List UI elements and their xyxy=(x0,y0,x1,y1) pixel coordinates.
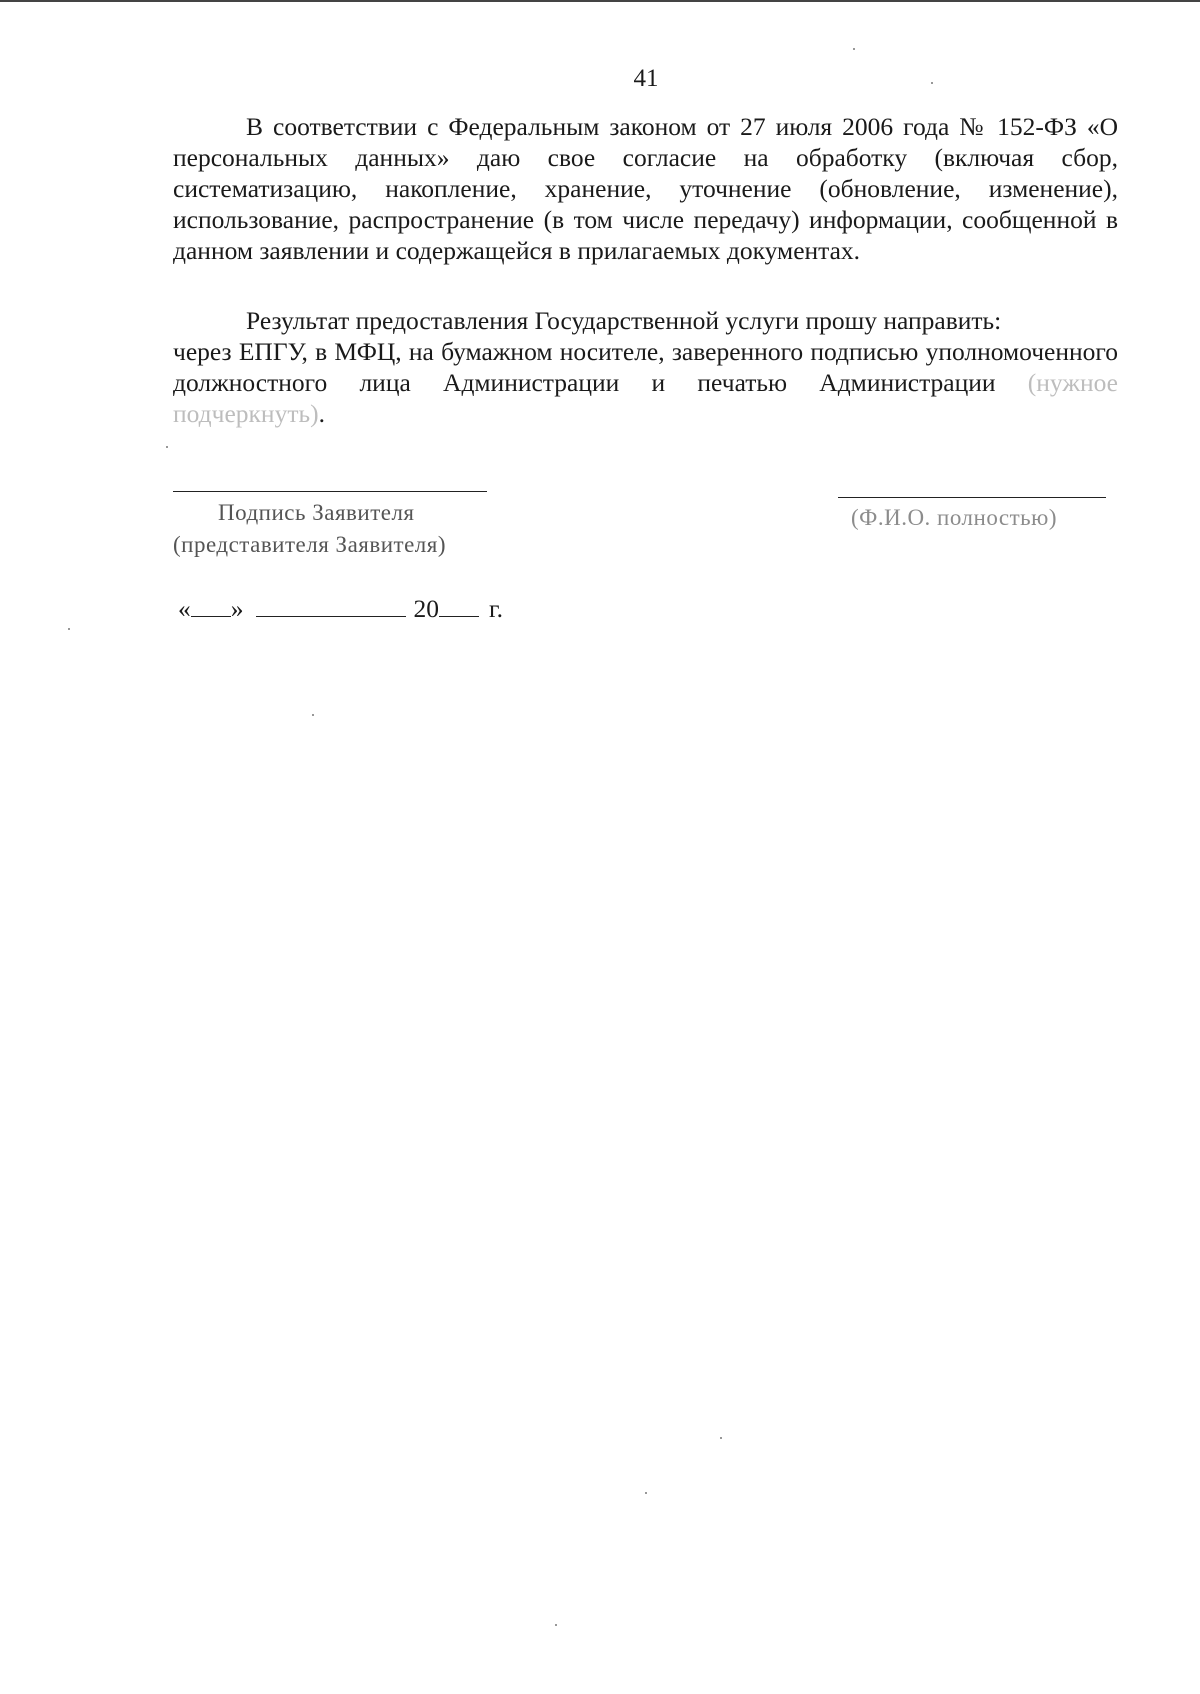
signature-label-representative: (представителя Заявителя) xyxy=(173,532,447,557)
date-year-blank[interactable] xyxy=(439,592,479,617)
date-month-blank[interactable] xyxy=(256,592,406,617)
result-note: (нужное подчеркнуть) xyxy=(173,368,1118,428)
result-intro: Результат предоставления Государственной услуги прошу направить: xyxy=(246,306,1002,335)
result-paragraph xyxy=(173,305,1118,429)
scan-speck xyxy=(853,48,855,50)
date-year-prefix: 20 xyxy=(413,594,439,623)
scan-speck xyxy=(555,1624,557,1626)
signature-label: Подпись Заявителя xyxy=(218,500,415,525)
date-open-quote: « xyxy=(178,594,191,623)
fio-line[interactable] xyxy=(838,497,1106,498)
scan-speck xyxy=(720,1437,722,1439)
result-options: через ЕПГУ, в МФЦ, на бумажном носителе, заверенного подписью уполномоченного должностного лица Администрации и печатью Администрации xyxy=(173,337,1118,397)
date-day-blank[interactable] xyxy=(191,592,231,617)
consent-paragraph: В соответствии с Федеральным законом от 27 июля 2006 года № 152-ФЗ «О персональных данных» даю свое согласие на обработку (включая сбор, систематизацию, накопление, хранение, уточнение (обновление, изменение), использование, распространение (в том числе передачу) информации, сообщенной в данном заявлении и содержащейся в прилагаемых документах. xyxy=(173,112,1118,265)
scan-speck xyxy=(166,446,168,448)
signature-line[interactable] xyxy=(173,491,487,492)
page-number: 41 xyxy=(633,65,659,92)
date-year-suffix: г. xyxy=(489,594,503,623)
page-top-border xyxy=(0,0,1200,2)
result-end: . xyxy=(318,399,325,428)
scan-speck xyxy=(645,1492,647,1494)
scan-speck xyxy=(931,82,933,84)
scan-speck xyxy=(312,714,314,716)
scan-speck xyxy=(68,628,70,630)
date-field xyxy=(178,592,503,625)
fio-label: (Ф.И.О. полностью) xyxy=(851,505,1058,530)
date-close-quote: » xyxy=(230,594,244,623)
